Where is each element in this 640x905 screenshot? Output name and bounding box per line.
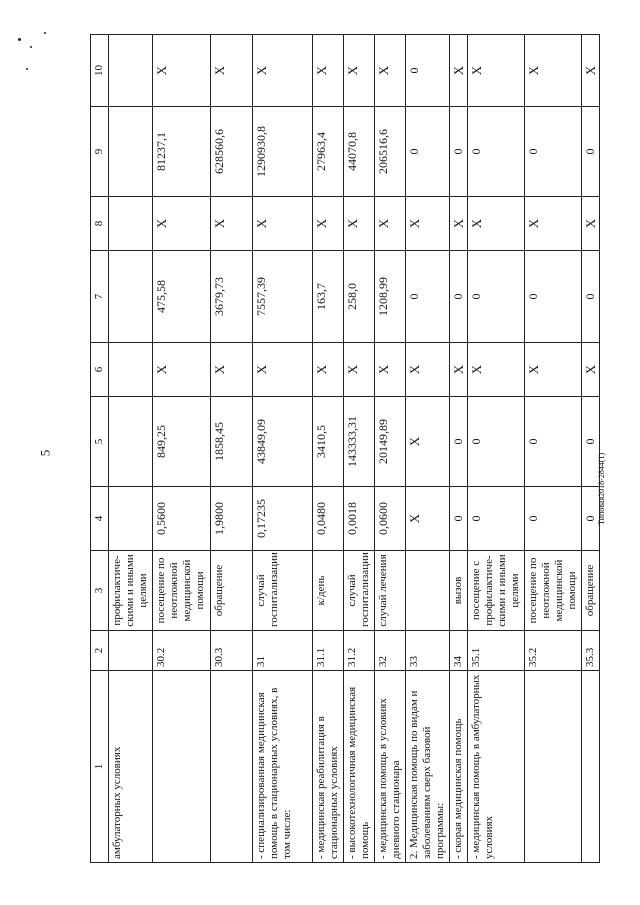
cell-c8: X	[406, 197, 450, 251]
cell-unit: посещение с профилактиче-скими и иными целями	[468, 551, 525, 631]
cell-c9: 0	[468, 107, 525, 197]
column-header-8: 8	[91, 197, 109, 251]
cell-c8	[109, 197, 153, 251]
scan-speck	[18, 38, 21, 41]
cell-c6: X	[153, 343, 211, 397]
cell-c8: X	[313, 197, 344, 251]
cell-c5: 3410,5	[313, 397, 344, 487]
cell-c8: X	[525, 197, 582, 251]
cell-unit: посещение по неотложной медицинской помощи	[153, 551, 211, 631]
cell-code: 34	[450, 631, 468, 671]
cell-name: - медицинская реабилитация в стационарных условиях	[313, 671, 344, 863]
cell-c7: 0	[450, 251, 468, 343]
table-row	[153, 35, 211, 863]
cell-name: - высокотехнологичная медицинская помощь	[344, 671, 375, 863]
cell-c7: 0	[525, 251, 582, 343]
cell-c4: 0	[450, 487, 468, 551]
table-row	[211, 35, 253, 863]
cell-c6: X	[582, 343, 600, 397]
cell-name	[211, 671, 253, 863]
table-row	[406, 35, 450, 863]
scan-speck	[26, 68, 28, 70]
cell-unit: к/день	[313, 551, 344, 631]
cell-code: 31	[253, 631, 313, 671]
cell-c9: 628560,6	[211, 107, 253, 197]
header-row	[91, 35, 109, 863]
table-row	[450, 35, 468, 863]
cell-c7: 258,0	[344, 251, 375, 343]
cell-name: 2. Медицинская помощь по видам и заболеваниям сверх базовой программы:	[406, 671, 450, 863]
cell-c6: X	[525, 343, 582, 397]
cell-c9: 27963,4	[313, 107, 344, 197]
cell-c5: 0	[450, 397, 468, 487]
cell-unit: посещение по неотложной медицинской помощи	[525, 551, 582, 631]
cell-c10: X	[582, 35, 600, 107]
cell-c10: X	[153, 35, 211, 107]
cell-c8: X	[468, 197, 525, 251]
cell-c4: 0	[582, 487, 600, 551]
cell-code	[109, 631, 153, 671]
cell-c4: 0,0018	[344, 487, 375, 551]
scan-speck	[44, 32, 46, 34]
cell-c6: X	[375, 343, 406, 397]
cell-c4: 0,17235	[253, 487, 313, 551]
cell-c10: X	[344, 35, 375, 107]
cell-unit	[406, 551, 450, 631]
cell-c7: 0	[582, 251, 600, 343]
cell-c6	[109, 343, 153, 397]
cell-c8: X	[344, 197, 375, 251]
cell-name: - скорая медицинская помощь	[450, 671, 468, 863]
cell-unit: профилактиче-скими и иными целями	[109, 551, 153, 631]
cell-c5: 0	[582, 397, 600, 487]
cell-c9	[109, 107, 153, 197]
column-header-1: 1	[91, 671, 109, 863]
cell-c5: 143333,31	[344, 397, 375, 487]
column-header-4: 4	[91, 487, 109, 551]
cell-c7: 475,58	[153, 251, 211, 343]
cell-c5: X	[406, 397, 450, 487]
cell-c10: X	[468, 35, 525, 107]
table-row	[313, 35, 344, 863]
table-row	[525, 35, 582, 863]
column-header-7: 7	[91, 251, 109, 343]
cell-c4	[109, 487, 153, 551]
cell-c4: 0	[525, 487, 582, 551]
cell-c7: 163,7	[313, 251, 344, 343]
cell-c10	[109, 35, 153, 107]
cell-c8: X	[375, 197, 406, 251]
column-header-9: 9	[91, 107, 109, 197]
cell-c4: 0,0480	[313, 487, 344, 551]
cell-c7: 7557,39	[253, 251, 313, 343]
cell-name: амбулаторных условиях	[109, 671, 153, 863]
cell-c10: X	[450, 35, 468, 107]
cell-code: 31.1	[313, 631, 344, 671]
cell-code: 32	[375, 631, 406, 671]
cell-c4: 0	[468, 487, 525, 551]
cell-name: - медицинская помощь в амбулаторных условиях	[468, 671, 525, 863]
cell-c5: 43849,09	[253, 397, 313, 487]
cell-c5: 849,25	[153, 397, 211, 487]
cell-name	[525, 671, 582, 863]
cell-c8: X	[582, 197, 600, 251]
cell-unit: случай госпитализации	[344, 551, 375, 631]
cell-unit: обращение	[211, 551, 253, 631]
cell-c6: X	[468, 343, 525, 397]
cell-c9: 206516,6	[375, 107, 406, 197]
cell-c5: 0	[468, 397, 525, 487]
cell-c10: 0	[406, 35, 450, 107]
table-container	[90, 35, 598, 863]
cell-unit: обращение	[582, 551, 600, 631]
scan-speck	[30, 46, 32, 48]
cell-c7: 3679,73	[211, 251, 253, 343]
cell-c8: X	[450, 197, 468, 251]
cell-c9: 0	[582, 107, 600, 197]
cell-c6: X	[406, 343, 450, 397]
cell-code: 30.2	[153, 631, 211, 671]
page-number: 5	[37, 449, 53, 457]
cell-c7	[109, 251, 153, 343]
column-header-5: 5	[91, 397, 109, 487]
cell-c10: X	[313, 35, 344, 107]
column-header-2: 2	[91, 631, 109, 671]
cell-c9: 0	[525, 107, 582, 197]
cell-c10: X	[525, 35, 582, 107]
cell-c6: X	[450, 343, 468, 397]
cell-code: 30.3	[211, 631, 253, 671]
table-row	[344, 35, 375, 863]
cell-c10: X	[375, 35, 406, 107]
column-header-3: 3	[91, 551, 109, 631]
cell-c4: 1,9800	[211, 487, 253, 551]
cell-c9: 81237,1	[153, 107, 211, 197]
financing-table	[90, 34, 600, 863]
document-footer-id: Типовая2018-2844(1)	[597, 452, 606, 525]
cell-c7: 0	[468, 251, 525, 343]
table-row	[375, 35, 406, 863]
cell-c8: X	[211, 197, 253, 251]
column-header-6: 6	[91, 343, 109, 397]
cell-c4: X	[406, 487, 450, 551]
column-header-10: 10	[91, 35, 109, 107]
cell-name: - специализированная медицинская помощь в стационарных условиях, в том числе:	[253, 671, 313, 863]
cell-c5: 0	[525, 397, 582, 487]
cell-unit: вызов	[450, 551, 468, 631]
cell-c10: X	[253, 35, 313, 107]
cell-code: 31.2	[344, 631, 375, 671]
cell-c8: X	[153, 197, 211, 251]
cell-c4: 0,5600	[153, 487, 211, 551]
cell-code: 33	[406, 631, 450, 671]
cell-c6: X	[253, 343, 313, 397]
cell-c6: X	[313, 343, 344, 397]
cell-c6: X	[344, 343, 375, 397]
cell-code: 35.3	[582, 631, 600, 671]
table-row	[468, 35, 525, 863]
cell-c9: 44070,8	[344, 107, 375, 197]
cell-code: 35.1	[468, 631, 525, 671]
cell-unit: случай госпитализации	[253, 551, 313, 631]
cell-c8: X	[253, 197, 313, 251]
cell-c5: 20149,89	[375, 397, 406, 487]
cell-c5	[109, 397, 153, 487]
cell-c6: X	[211, 343, 253, 397]
cell-c9: 0	[450, 107, 468, 197]
cell-c10: X	[211, 35, 253, 107]
cell-name	[582, 671, 600, 863]
table-row	[109, 35, 153, 863]
cell-name	[153, 671, 211, 863]
cell-c7: 1208,99	[375, 251, 406, 343]
cell-unit: случай лечения	[375, 551, 406, 631]
rotated-table-frame	[90, 35, 598, 863]
cell-code: 35.2	[525, 631, 582, 671]
cell-c9: 0	[406, 107, 450, 197]
cell-c5: 1858,45	[211, 397, 253, 487]
cell-name: - медицинская помощь в условиях дневного стационара	[375, 671, 406, 863]
cell-c4: 0,0600	[375, 487, 406, 551]
table-row	[253, 35, 313, 863]
cell-c7: 0	[406, 251, 450, 343]
cell-c9: 1290930,8	[253, 107, 313, 197]
table-row	[582, 35, 600, 863]
